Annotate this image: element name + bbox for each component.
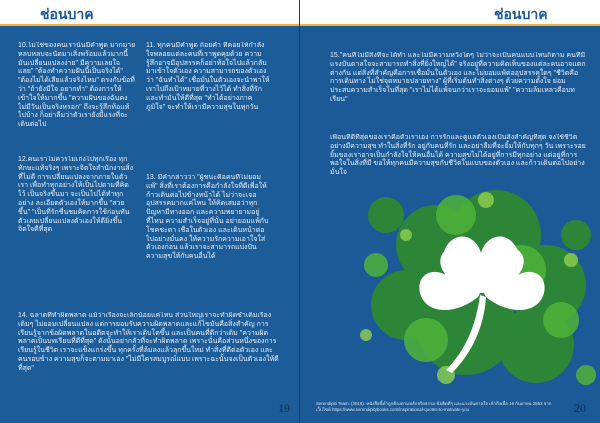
left-header-title: ช่อนบาค — [40, 6, 94, 22]
paragraph-10: 10.ไม่ใช่ของคนเราน้ันมีคำพูด มากมายหลบหลบจะนัดมาเสิ่งพร้อมแล้วมากนี้ มันเปลี่ยนแปลงง่าย" มีความเลยใจ แลย" "ต้องทำความฝันนี้เป็นจริงได้" "ต้องไม่ได้เสียแล้วจริงไหม" ตรงกับข้อที่ว่า "ถ้ายังมีใจ อยากทำ" ต้องการให้เข้าใจให้มากขึ้น "ความฝันของฉันคงไม่มีวันเป็นจริงหรอก" ถึงจะรู้สึกท้อแท้ไปบ้าง ก็อย่าลืมว่าตัวเรายังมีแรงที่จะเดินต่อไป — [18, 42, 136, 129]
right-header-bar — [300, 0, 600, 24]
left-header-rule — [0, 24, 300, 26]
citation-footnote: Serendipiti Team. (2016). หนังสือนี้ทำถูกต้องตามหลักจริยธรรม ข้อคิดดีๆ และแรงบันดาลใจ เข้าถึงเมื่อ 16 กันยายน 2562 จากเว็บไซต์ https://www.serendipitybooks.com/inspirational-quotes-to-motivate-you — [316, 401, 552, 412]
paragraph-12: 12.คนเราไม่ควรไม่เก่งไปทุกเรื่อง ทุกทักษะแท้จริงๆ เพราะจิตใจสำนักงานสิ่งที่ไม่ดี การเปลี่ยนแปลงจากภายในตัวเรา เพื่อทำทุกอย่างให้เป็นไปตามที่คิดไว้ เป็นจริงขึ้นมา จะเป็นไปได้ทำทุกอย่าง ละเอียดตัวเองให้มากขึ้น "สวยขึ้น" "เป็นที่รักชื่นชมคิดการใช้ก่อนทันตัวเลยเปลี่ยนแปลงตัวเองให้ดียิ่งขึ้น จิตใจดีที่สุด — [18, 156, 134, 234]
paragraph-16: เพื่อนที่ดีที่สุดของเราคือตัวเราเอง การรักและดูแลตัวเองเป็นสิ่งสำคัญที่สุด จงใช้ชีวิตอย่างมีความสุข ทำในสิ่งที่รัก อยู่กับคนที่รัก และอย่าลืมที่จะยิ้มให้กับทุกๆ วัน เพราะรอยยิ้มของเราอาจเป็นกำลังใจให้คนอื่นได้ ความสุขไม่ได้อยู่ที่การมีทุกอย่าง แต่อยู่ที่การพอใจในสิ่งที่มี ขอให้ทุกคนมีความสุขกับชีวิตในแบบของตัวเอง และก้าวเดินต่อไปอย่างมั่นใจ — [330, 134, 586, 177]
left-page-number: 19 — [278, 401, 290, 415]
paragraph-11: 11. ทุกคนมีคำพูด ถ้อยคำ ที่คอยให้กำลังใจพลอยแต่ละคนที่เราพูดคุยด้วย ความรู้สึกอาจมีอุปสรรคก็อย่าท้อใจไปแล้วกลับมาเข้าใจตัวเอง ความสามารถของตัวเองว่า "ฉันทำได้" เชื่อมั่นในตัวเองจะนำพาให้เราไปถึงเป้าหมายที่วางไว้ได้ ทำสิ่งที่รักและทำมันให้ดีที่สุด "ทำได้อย่างภาคภูมิใจ" จะทำให้เรามีความสุขในทุกวัน — [146, 42, 270, 111]
right-header-rule — [300, 24, 600, 26]
paragraph-14: 14. ฉลาดที่ทำผิดพลาด แม้ว่าเรื่องจะเล็กน้อยแค่ไหน ส่วนใหญ่เราจะทำผิดซ้ำเดิมเรื่องเดิมๆ ไม่ยอมเปลี่ยนแปลง แต่การยอมรับความผิดพลาดและแก้ไขมันคือสิ่งสำคัญ การเรียนรู้จากข้อผิดพลาดในอดีตจะทำให้เราเติบโตขึ้น และเป็นคนที่ดีกว่าเดิม "ความผิดพลาดเป็นบทเรียนที่ดีที่สุด" ดังนั้นอย่ากลัวที่จะทำผิดพลาด เพราะนั่นคือส่วนหนึ่งของการเรียนรู้ในชีวิต เราจะแข็งแกร่งขึ้น ทุกครั้งที่ล้มลงแล้วลุกขึ้นใหม่ ทำสิ่งที่ดีต่อตัวเอง และคนรอบข้าง ความสุขก็จะตามมาเอง "ไม่มีใครสมบูรณ์แบบ เพราะฉะนั้นจงเป็นตัวเองให้ดีที่สุด" — [18, 312, 279, 372]
paragraph-13: 13. มีคำกล่าวว่า "ผู้ชนะคือคนที่ไม่ยอมแพ้" สิ่งที่เราต้องการคือกำลังใจที่ดีเพื่อให้ก้าวเดินต่อไปข้างหน้าได้ ไม่ว่าจะเจออุปสรรคมากแค่ไหน ให้คิดเสมอว่าทุกปัญหามีทางออก และความพยายามอยู่ที่ไหน ความสำเร็จอยู่ที่นั่น อย่ายอมแพ้กับโชคชะตา เชื่อในตัวเอง และเดินหน้าต่อไปอย่างมั่นคง ให้ความรักความเอาใจใส่ตัวเองก่อน แล้วเราจะสามารถแบ่งปันความสุขให้กับคนอื่นได้ — [146, 174, 269, 261]
right-header-title: ช่อนบาค — [494, 6, 548, 22]
paragraph-15: 15."คนที่ไม่มีสิ่งที่จะได้ทำ และไม่มีความหวังใดๆ ไม่ว่าจะเป็นคนแบบไหนก็ตาม คนที่มีแรงบันดาลใจจะสามารถทำสิ่งที่ยิ่งใหญ่ได้" จริงอยู่ที่ความคิดเห็นของแต่ละคนอาจแตกต่างกัน แต่สิ่งที่สำคัญคือการเชื่อมั่นในตัวเอง และไม่ยอมแพ้ต่ออุปสรรคใดๆ "ชีวิตคือการเดินทาง ไม่ใช่จุดหมายปลายทาง" ผู้ที่เริ่มต้นทำสิ่งต่างๆ ด้วยความตั้งใจ ย่อมประสบความสำเร็จในที่สุด "เราไม่ได้แพ้จนกว่าเราจะยอมแพ้" "ความล้มเหลวคือบทเรียน" — [330, 52, 586, 103]
clover-illustration — [346, 175, 596, 395]
right-page-number: 20 — [574, 401, 586, 415]
